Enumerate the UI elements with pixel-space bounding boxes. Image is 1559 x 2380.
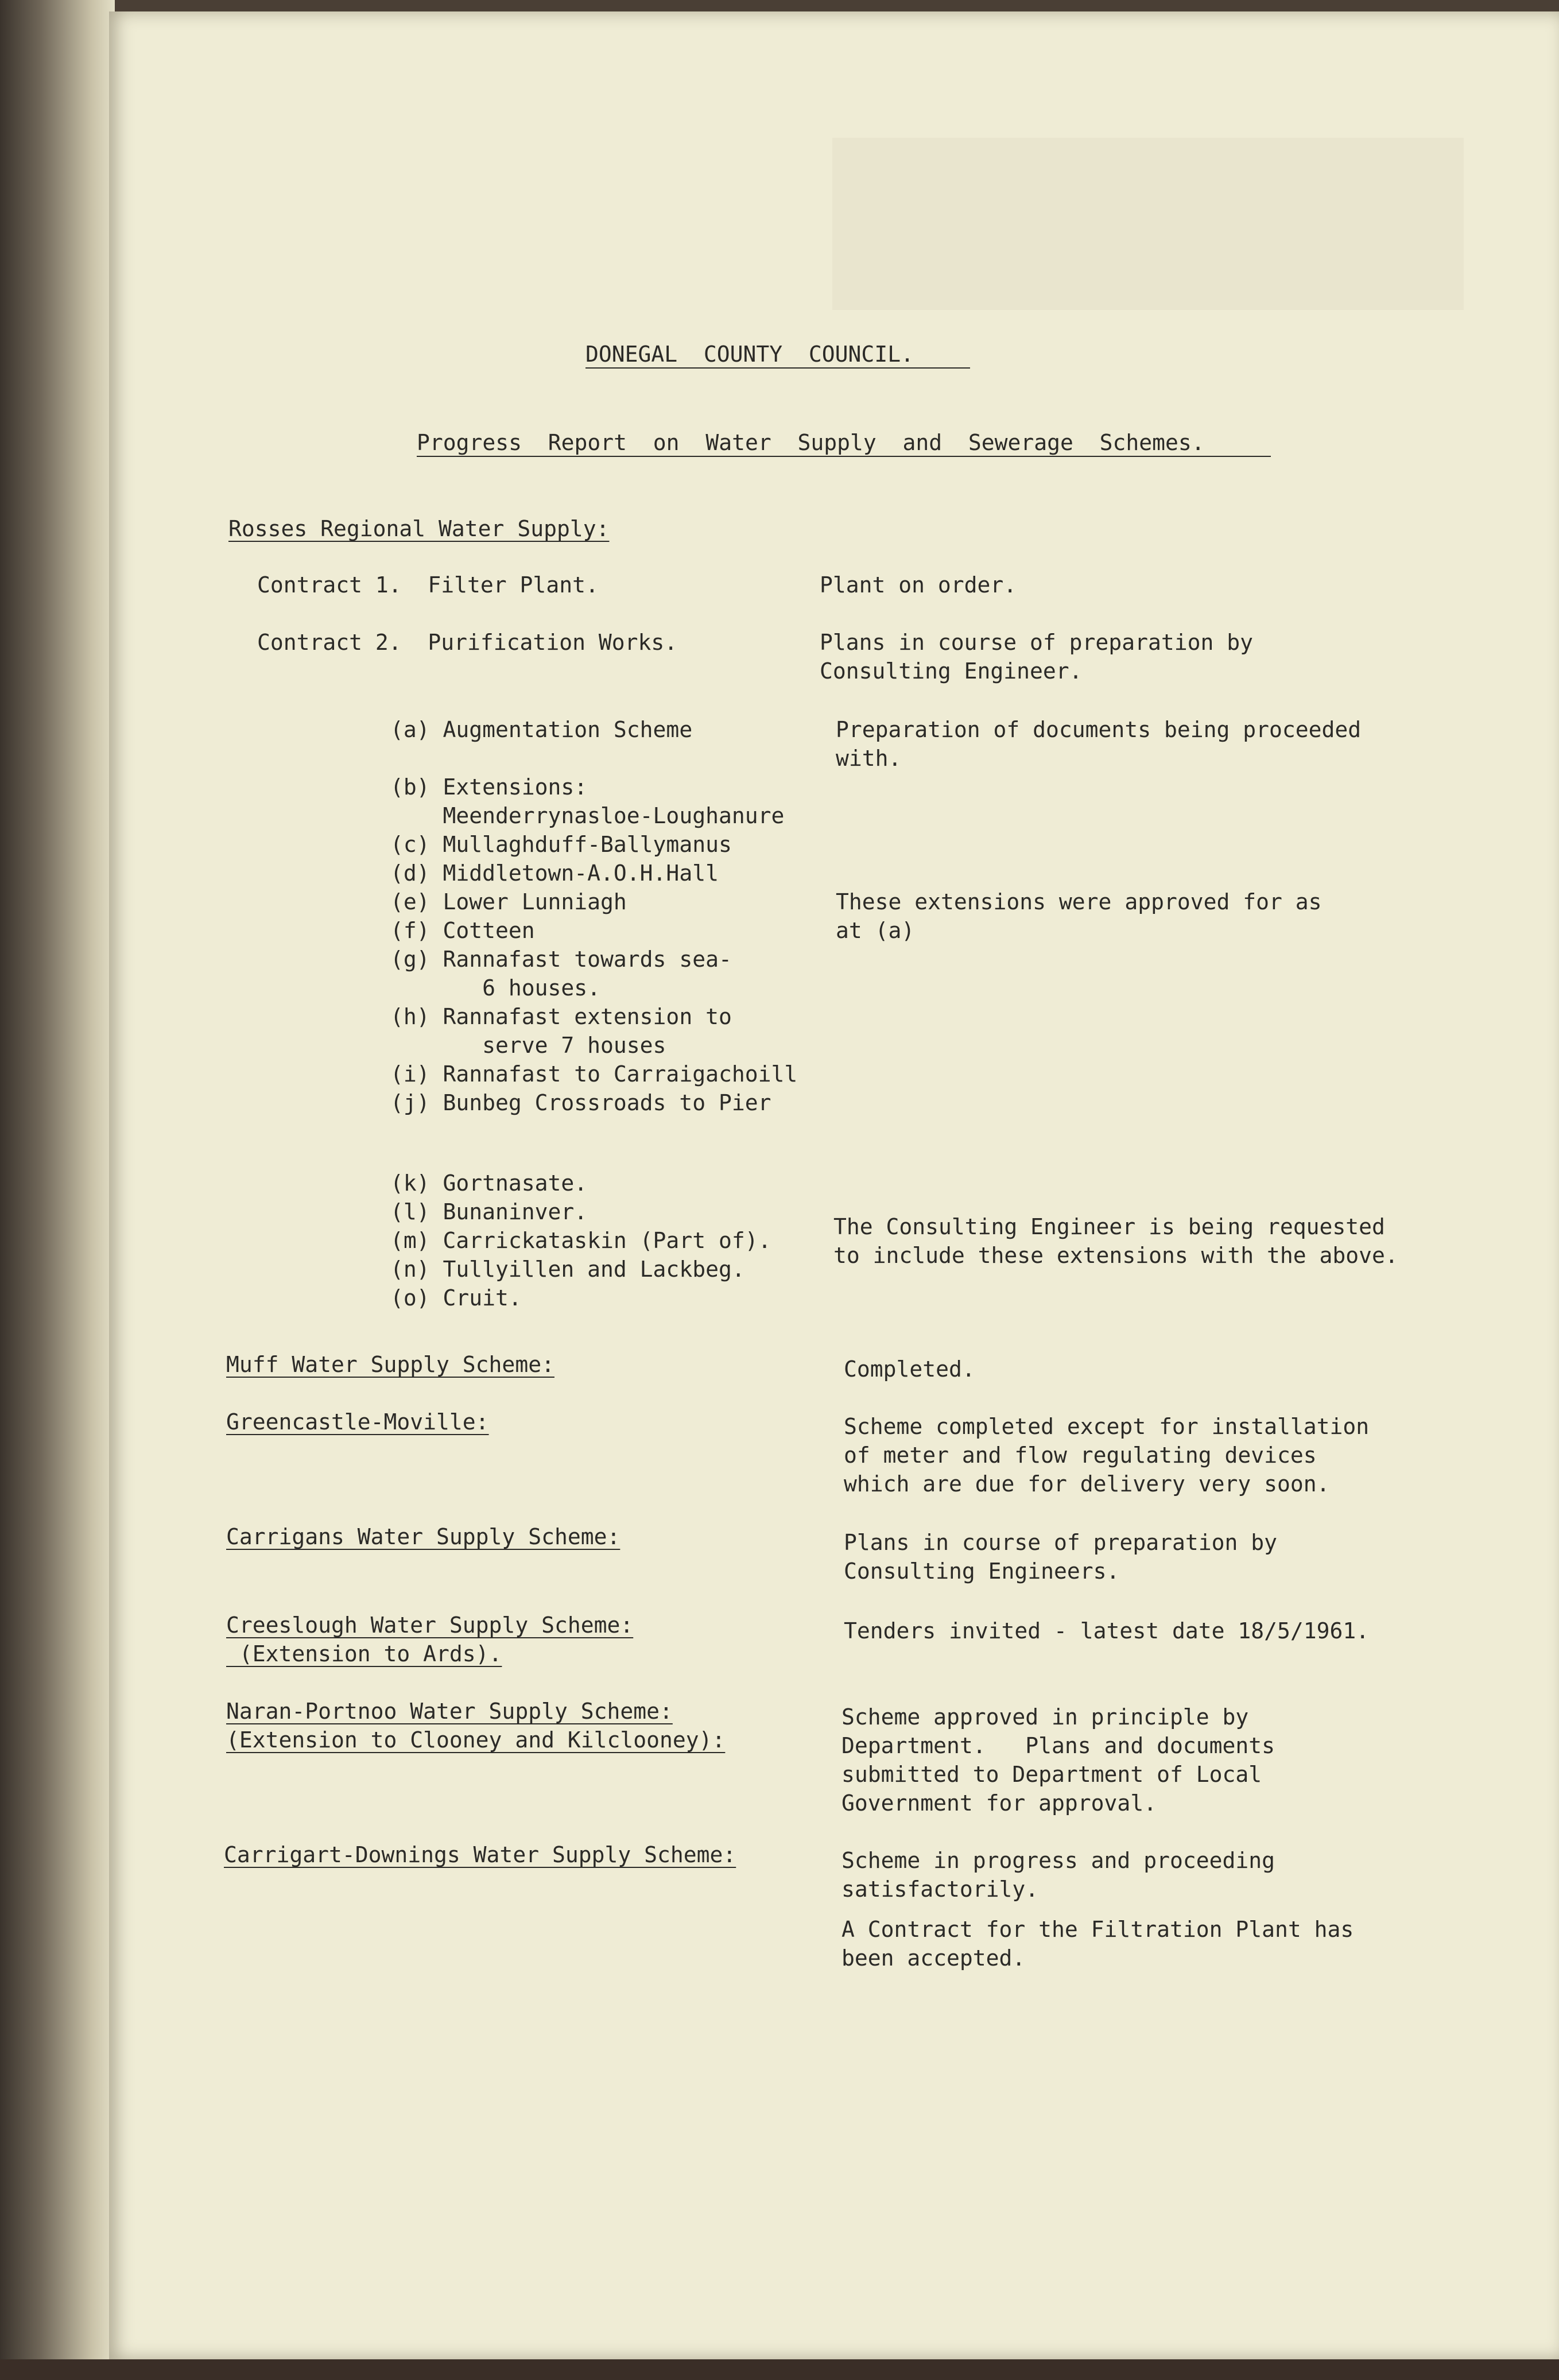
augmentation-status-line: with. <box>836 746 902 771</box>
extension-item: (h) Rannafast extension to <box>390 1004 732 1029</box>
scheme-name: Muff Water Supply Scheme: <box>226 1352 554 1377</box>
extensions-heading: (b) Extensions: <box>390 774 588 800</box>
extension-item: (j) Bunbeg Crossroads to Pier <box>390 1090 771 1115</box>
scheme-name: Creeslough Water Supply Scheme: <box>226 1612 634 1638</box>
extension-item: (k) Gortnasate. <box>390 1170 588 1196</box>
extension-item: (g) Rannafast towards sea- <box>390 947 732 972</box>
scheme-name: Carrigans Water Supply Scheme: <box>226 1524 621 1549</box>
extension-item: (c) Mullaghduff-Ballymanus <box>390 832 732 857</box>
scan-top-edge <box>0 0 1559 13</box>
extension-item: (l) Bunaninver. <box>390 1199 588 1224</box>
scheme-status: Scheme approved in principle by <box>841 1704 1249 1730</box>
extension-item: (e) Lower Lunniagh <box>390 889 627 914</box>
contract-1-status: Plant on order. <box>820 572 1017 598</box>
scheme-status: which are due for delivery very soon. <box>844 1471 1330 1497</box>
scheme-status: satisfactorily. <box>841 1877 1039 1902</box>
scheme-status: submitted to Department of Local <box>841 1762 1262 1787</box>
extension-item: (o) Cruit. <box>390 1285 522 1311</box>
rosses-heading: Rosses Regional Water Supply: <box>228 516 610 541</box>
augmentation-label: (a) Augmentation Scheme <box>390 717 693 742</box>
council-heading: DONEGAL COUNTY COUNCIL. <box>585 342 914 367</box>
augmentation-status-line: Preparation of documents being proceeded <box>836 717 1362 742</box>
extension-item: (n) Tullyillen and Lackbeg. <box>390 1257 745 1282</box>
extension-item: 6 houses. <box>390 975 601 1001</box>
extension-item: (i) Rannafast to Carraigachoill <box>390 1061 798 1087</box>
extension-item: (d) Middletown-A.O.H.Hall <box>390 860 719 886</box>
contract-1-label: Contract 1. Filter Plant. <box>257 572 599 598</box>
extensions-requested-status-line: to include these extensions with the above. <box>833 1243 1398 1268</box>
scheme-status: Scheme in progress and proceeding <box>841 1848 1275 1873</box>
scheme-name: (Extension to Clooney and Kilclooney): <box>226 1727 726 1753</box>
bleed-through-shadow <box>832 138 1464 310</box>
extensions-approved-status-line: at (a) <box>836 918 915 943</box>
report-title: Progress Report on Water Supply and Sewerage Schemes. <box>417 430 1205 455</box>
scheme-status: A Contract for the Filtration Plant has <box>841 1917 1354 1942</box>
scheme-name: (Extension to Ards). <box>226 1641 502 1666</box>
scheme-status: of meter and flow regulating devices <box>844 1443 1317 1468</box>
contract-2-status-line: Plans in course of preparation by <box>820 630 1253 655</box>
scheme-status: Consulting Engineers. <box>844 1559 1120 1584</box>
scheme-name: Naran-Portnoo Water Supply Scheme: <box>226 1699 673 1724</box>
scheme-name: Carrigart-Downings Water Supply Scheme: <box>224 1842 736 1867</box>
contract-2-status-line: Consulting Engineer. <box>820 658 1083 684</box>
contract-2-label: Contract 2. Purification Works. <box>257 630 678 655</box>
scheme-status: been accepted. <box>841 1945 1026 1971</box>
scheme-status: Plans in course of preparation by <box>844 1530 1277 1555</box>
extension-item: (m) Carrickataskin (Part of). <box>390 1228 771 1253</box>
scheme-status: Tenders invited - latest date 18/5/1961. <box>844 1618 1370 1643</box>
report-title-underline <box>417 456 1271 457</box>
scan-bottom-edge <box>0 2359 1559 2380</box>
extensions-requested-status-line: The Consulting Engineer is being requested <box>833 1214 1385 1239</box>
scheme-status: Scheme completed except for installation <box>844 1414 1370 1439</box>
book-binding <box>0 0 115 2380</box>
extensions-approved-status-line: These extensions were approved for as <box>836 889 1322 914</box>
scheme-status: Department. Plans and documents <box>841 1733 1275 1758</box>
scheme-name: Greencastle-Moville: <box>226 1409 489 1435</box>
extension-item: serve 7 houses <box>390 1033 666 1058</box>
scheme-status: Government for approval. <box>841 1790 1157 1816</box>
scheme-status: Completed. <box>844 1356 975 1382</box>
extension-item: (f) Cotteen <box>390 918 535 943</box>
extension-item: Meenderrynasloe-Loughanure <box>390 803 785 828</box>
council-heading-underline <box>585 367 970 369</box>
